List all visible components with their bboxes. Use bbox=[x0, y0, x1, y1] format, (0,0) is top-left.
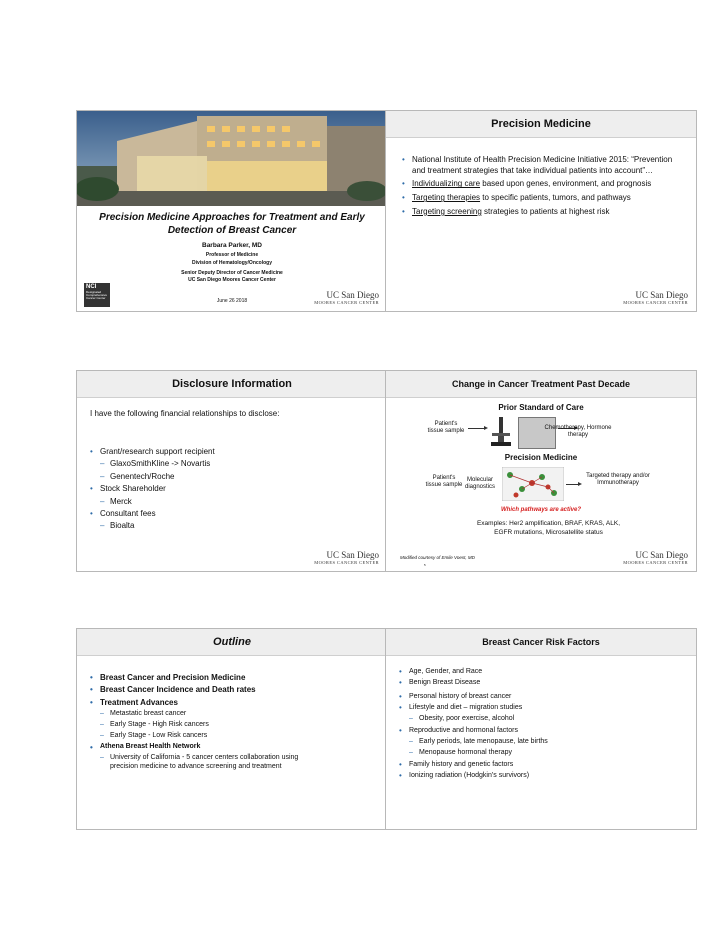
nci-badge: NCI Designated Comprehensive Cancer Center bbox=[84, 283, 110, 307]
bullet: • Benign Breast Disease bbox=[399, 677, 684, 688]
bullet: • Individualizing care based upon genes, environment, and prognosis bbox=[402, 179, 687, 190]
bullet: • Reproductive and hormonal factors bbox=[399, 725, 684, 736]
sub-bullet: – Early periods, late menopause, late births bbox=[399, 736, 684, 747]
courtesy-note: Modified courtesy of Emile Voest, MD bbox=[400, 555, 475, 560]
examples-text: Examples: Her2 amplification, BRAF, KRAS, ALK, EGFR mutations, Microsatellite status bbox=[476, 520, 621, 536]
presentation-title: Precision Medicine Approaches for Treatment and Early Detection of Breast Cancer bbox=[99, 212, 365, 236]
slide-title-bar: Change in Cancer Treatment Past Decade bbox=[386, 371, 696, 398]
slide-title-bar: Breast Cancer Risk Factors bbox=[386, 629, 696, 656]
sub-bullet: – Genentech/Roche bbox=[90, 471, 375, 483]
bullet: • Breast Cancer and Precision Medicine bbox=[90, 672, 375, 684]
disclosure-intro: I have the following financial relationships to disclose: bbox=[90, 409, 280, 418]
bullet: • Treatment Advances bbox=[90, 697, 375, 709]
bullet: • Lifestyle and diet – migration studies bbox=[399, 702, 684, 713]
prior-heading: Prior Standard of Care bbox=[498, 403, 584, 412]
sub-bullet: – GlaxoSmithKline -> Novartis bbox=[90, 458, 375, 470]
bullet: • Family history and genetic factors bbox=[399, 759, 684, 770]
sub-bullet: – Menopause hormonal therapy bbox=[399, 747, 684, 758]
pathway-diagram bbox=[502, 467, 564, 501]
bullet: • National Institute of Health Precision Medicine Initiative 2015: “Prevention and treatment strategies that take individual patients into account”… bbox=[402, 155, 687, 176]
tissue-label: Patient's tissue sample bbox=[427, 421, 465, 434]
targeted-label: Targeted therapy and/or Immunotherapy bbox=[586, 473, 650, 486]
slide-precision-medicine bbox=[385, 110, 697, 312]
bullet: • Grant/research support recipient bbox=[90, 446, 375, 458]
bullet: • Breast Cancer Incidence and Death rates bbox=[90, 684, 375, 696]
bullet: • Age, Gender, and Race bbox=[399, 666, 684, 677]
sub-bullet: – Merck bbox=[90, 496, 375, 508]
flow-arrow bbox=[468, 428, 486, 429]
bullet: • Targeting screening strategies to patients at highest risk bbox=[402, 207, 687, 218]
ucsd-logo: UC San Diego MOORES CANCER CENTER bbox=[623, 289, 688, 305]
sub-bullet: – Obesity, poor exercise, alcohol bbox=[399, 713, 684, 724]
bullet: • Personal history of breast cancer bbox=[399, 691, 684, 702]
building-photo bbox=[77, 111, 387, 206]
slide-risk-factors bbox=[385, 628, 697, 830]
slide-outline bbox=[76, 628, 388, 830]
bullet: • Consultant fees bbox=[90, 508, 375, 520]
molecular-label: Molecular diagnostics bbox=[464, 477, 496, 490]
presentation-date: June 26 2018 bbox=[216, 298, 248, 304]
slide-disclosure bbox=[76, 370, 388, 572]
sub-bullet: – Early Stage - Low Risk cancers bbox=[90, 731, 375, 742]
author-role: Senior Deputy Director of Cancer Medicine bbox=[181, 269, 283, 276]
pathways-question: Which pathways are active? bbox=[500, 507, 582, 513]
author-role: UC San Diego Moores Cancer Center bbox=[188, 277, 276, 284]
author-role: Professor of Medicine bbox=[205, 252, 259, 258]
flow-arrow bbox=[566, 484, 580, 485]
slide-title-bar: Precision Medicine bbox=[386, 111, 696, 138]
bullet: • Athena Breast Health Network bbox=[90, 742, 375, 753]
sub-bullet: – Bioalta bbox=[90, 520, 375, 532]
sub-bullet: – University of California - 5 cancer centers collaboration using precision medicine to advance screening and treatment bbox=[90, 753, 310, 771]
author-name: Barbara Parker, MD bbox=[202, 242, 262, 249]
ucsd-logo: UC San Diego MOORES CANCER CENTER bbox=[314, 549, 379, 565]
author-role: Division of Hematology/Oncology bbox=[191, 259, 272, 266]
ucsd-logo: UC San Diego MOORES CANCER CENTER bbox=[623, 549, 688, 565]
microscope-image bbox=[489, 417, 513, 447]
author-roles bbox=[77, 252, 387, 285]
slide-title-bar: Outline bbox=[77, 629, 387, 656]
tissue-label: Patient's tissue sample bbox=[425, 475, 463, 488]
slide-title-bar: Disclosure Information bbox=[77, 371, 387, 398]
bullet: • Targeting therapies to specific patients, tumors, and pathways bbox=[402, 193, 687, 204]
bullet: • Ionizing radiation (Hodgkin’s survivors) bbox=[399, 770, 684, 781]
slide-treatment-change bbox=[385, 370, 697, 572]
ucsd-logo: UC San Diego MOORES CANCER CENTER bbox=[314, 289, 379, 305]
page-number: 5 bbox=[424, 563, 426, 567]
chemo-label: Chemotherapy, Hormone therapy bbox=[544, 425, 612, 438]
sub-bullet: – Early Stage - High Risk cancers bbox=[90, 720, 375, 731]
precision-heading: Precision Medicine bbox=[504, 453, 578, 462]
slide-title bbox=[76, 110, 388, 312]
sub-bullet: – Metastatic breast cancer bbox=[90, 709, 375, 720]
bullet: • Stock Shareholder bbox=[90, 483, 375, 495]
